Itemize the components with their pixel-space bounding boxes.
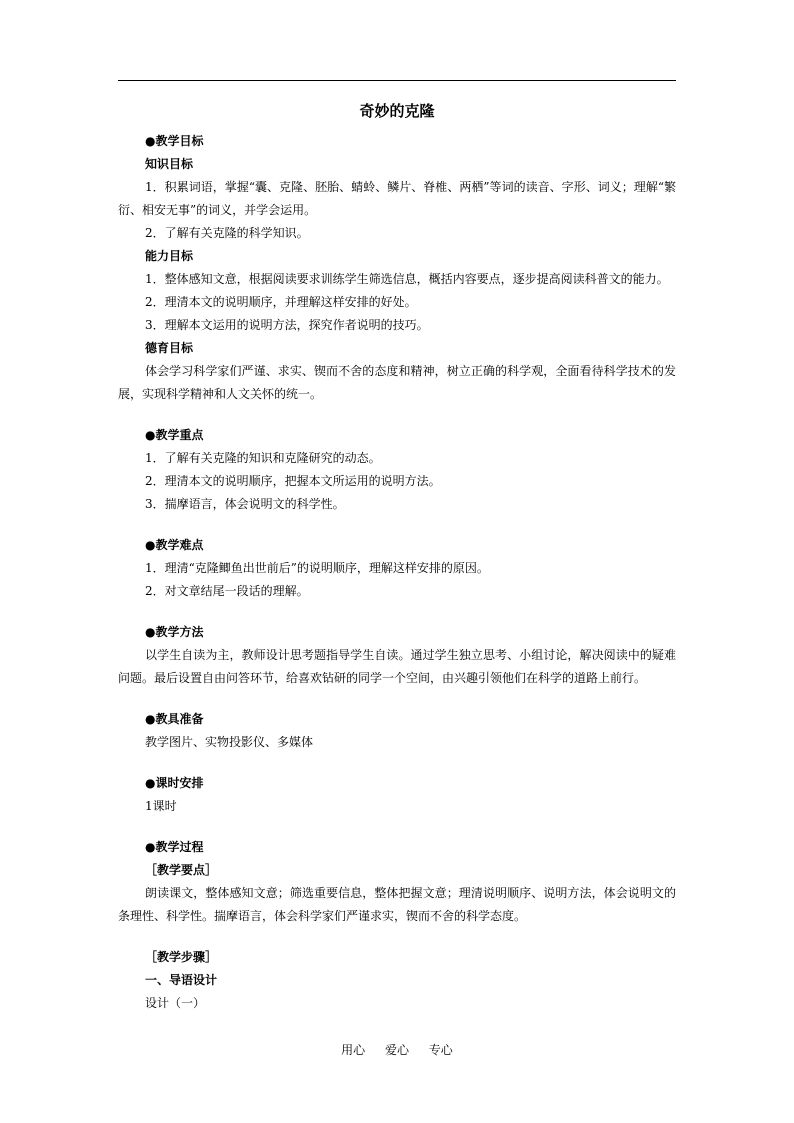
section-heading-methods: ●教学方法: [145, 625, 204, 639]
subheading-essentials: ［教学要点］: [145, 863, 218, 877]
schedule-text: 1课时: [145, 799, 177, 813]
header-rule: [118, 80, 676, 81]
knowledge-item-1: 1．积累词语，掌握“囊、克隆、胚胎、蜻蛉、鳞片、脊椎、两栖”等词的读音、字形、词义；理解“繁衍、相安无事”的词义，并学会运用。: [118, 180, 676, 217]
key-point-2: 2．理清本文的说明顺序，把握本文所运用的说明方法。: [145, 474, 441, 488]
subheading-ability: 能力目标: [145, 249, 194, 263]
subheading-knowledge: 知识目标: [145, 157, 194, 171]
knowledge-item-2: 2．了解有关克隆的科学知识。: [145, 226, 309, 240]
design-1: 设计（一）: [145, 996, 206, 1010]
difficulty-1: 1．理清“克隆鲫鱼出世前后”的说明顺序，理解这样安排的原因。: [145, 561, 489, 575]
section-heading-difficulties: ●教学难点: [145, 538, 204, 552]
subheading-steps: ［教学步骤］: [145, 950, 218, 964]
document-body: [118, 98, 676, 1015]
section-heading-key-points: ●教学重点: [145, 428, 204, 442]
key-point-3: 3．揣摩语言，体会说明文的科学性。: [145, 497, 345, 511]
key-point-1: 1．了解有关克隆的知识和克隆研究的动态。: [145, 451, 381, 465]
section-heading-schedule: ●课时安排: [145, 776, 204, 790]
page-title: 奇妙的克隆: [359, 102, 435, 120]
ability-item-3: 3．理解本文运用的说明方法，探究作者说明的技巧。: [145, 318, 429, 332]
methods-text: 以学生自读为主，教师设计思考题指导学生自读。通过学生独立思考、小组讨论，解决阅读中的疑难问题。最后设置自由问答环节，给喜欢钻研的同学一个空间，由兴趣引领他们在科学的道路上前行。: [118, 648, 676, 685]
section-heading-process: ●教学过程: [145, 840, 204, 854]
subheading-intro-design: 一、导语设计: [145, 973, 218, 987]
ability-item-1: 1．整体感知文意，根据阅读要求训练学生筛选信息，概括内容要点，逐步提高阅读科普文的能力。: [145, 272, 669, 286]
section-heading-goals: ●教学目标: [145, 134, 204, 148]
ability-item-2: 2．理清本文的说明顺序，并理解这样安排的好处。: [145, 295, 417, 309]
difficulty-2: 2．对文章结尾一段话的理解。: [145, 584, 309, 598]
subheading-moral: 德育目标: [145, 341, 194, 355]
tools-text: 教学图片、实物投影仪、多媒体: [145, 735, 314, 749]
moral-text: 体会学习科学家们严谨、求实、锲而不舍的态度和精神，树立正确的科学观，全面看待科学技术的发展，实现科学精神和人文关怀的统一。: [118, 364, 676, 401]
page-footer: 用心 爱心 专心: [341, 1043, 453, 1057]
section-heading-tools: ●教具准备: [145, 712, 204, 726]
essentials-text: 朗读课文，整体感知文意；筛选重要信息，整体把握文意；理清说明顺序、说明方法，体会说明文的条理性、科学性。揣摩语言，体会科学家们严谨求实，锲而不舍的科学态度。: [118, 886, 676, 923]
